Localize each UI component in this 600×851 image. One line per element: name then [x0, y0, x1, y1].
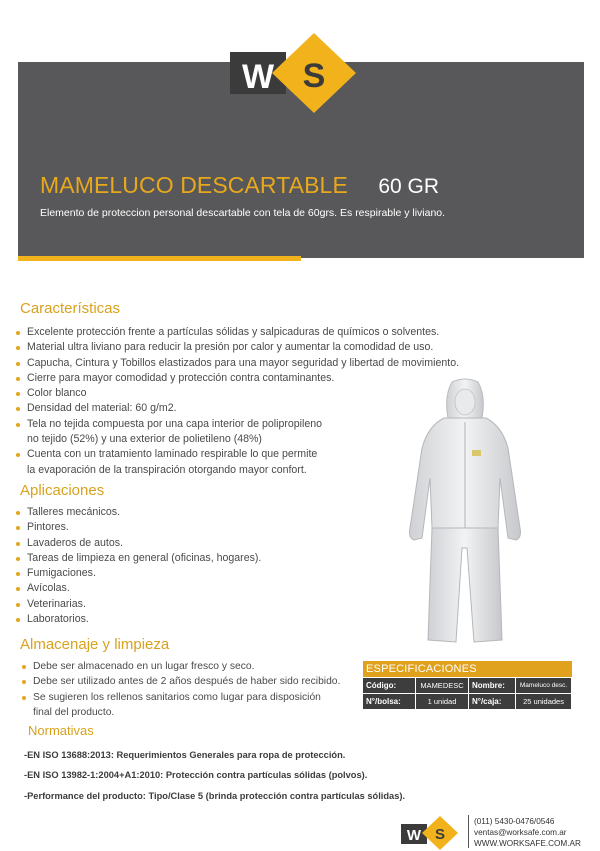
bullet-icon: [16, 526, 20, 530]
footer-contact: [474, 816, 581, 849]
bullet-icon: [16, 362, 20, 366]
codigo-value: MAMEDESC: [416, 678, 468, 693]
bullet-icon: [16, 453, 20, 457]
ws-logo-w: W: [241, 58, 275, 96]
spec-heading: ESPECIFICACIONES: [363, 661, 572, 677]
list-item: Material ultra liviano para reducir la presión por calor y aumentar la comodidad de uso.: [16, 340, 459, 355]
caracteristicas-list: [16, 325, 459, 478]
almacenaje-heading: Almacenaje y limpieza: [20, 636, 170, 653]
list-item: Laboratorios.: [16, 612, 261, 627]
bullet-icon: [22, 696, 26, 700]
caja-label: N°/caja:: [469, 694, 515, 709]
bullet-icon: [16, 331, 20, 335]
spec-row: [363, 694, 572, 709]
product-title-row: [40, 172, 560, 202]
spec-table: [363, 661, 572, 709]
list-item: Pintores.: [16, 520, 261, 535]
bullet-icon: [16, 557, 20, 561]
product-subtitle: Elemento de proteccion personal descartable con tela de 60grs. Es respirable y liviano.: [40, 207, 446, 219]
bullet-icon: [22, 665, 26, 669]
bullet-icon: [16, 392, 20, 396]
normativa-item: -EN ISO 13982-1:2004+A1:2010: Protección contra partículas sólidas (polvos).: [24, 770, 368, 780]
list-item: Fumigaciones.: [16, 566, 261, 581]
caracteristicas-heading: Características: [20, 300, 121, 317]
caja-value: 25 unidades: [516, 694, 571, 709]
list-item: Debe ser almacenado en un lugar fresco y seco.: [22, 659, 340, 674]
bullet-icon: [16, 423, 20, 427]
product-weight: 60 GR: [378, 175, 440, 198]
footer-logo-w: W: [406, 827, 422, 844]
normativa-item: -Performance del producto: Tipo/Clase 5 (brinda protección contra partículas sólidas).: [24, 791, 406, 801]
ws-logo: [228, 30, 364, 116]
list-item: Se sugieren los rellenos sanitarios como lugar para disposición final del producto.: [22, 690, 340, 721]
list-item: Avícolas.: [16, 581, 261, 596]
bolsa-value: 1 unidad: [416, 694, 468, 709]
product-title: MAMELUCO DESCARTABLE: [40, 172, 348, 198]
bullet-icon: [16, 587, 20, 591]
list-item: Veterinarias.: [16, 597, 261, 612]
list-item: Debe ser utilizado antes de 2 años después de haber sido recibido.: [22, 674, 340, 689]
normativa-item: -EN ISO 13688:2013: Requerimientos Generales para ropa de protección.: [24, 750, 346, 760]
bullet-icon: [16, 511, 20, 515]
coverall-photo: [404, 378, 526, 650]
footer-phone: (011) 5430-0476/0546: [474, 817, 555, 826]
bullet-icon: [22, 680, 26, 684]
almacenaje-list: [22, 659, 340, 720]
chest-badge: [472, 450, 481, 456]
list-item: Talleres mecánicos.: [16, 505, 261, 520]
list-item: Lavaderos de autos.: [16, 536, 261, 551]
bolsa-label: N°/bolsa:: [363, 694, 415, 709]
ws-logo-s: S: [302, 57, 326, 95]
list-item: Tela no tejida compuesta por una capa interior de polipropileno no tejido (52%) y una exterior de polietileno (48%): [16, 417, 459, 448]
bullet-icon: [16, 407, 20, 411]
codigo-label: Código:: [363, 678, 415, 693]
normativas-heading: Normativas: [28, 723, 94, 738]
aplicaciones-heading: Aplicaciones: [20, 482, 105, 499]
bullet-icon: [16, 603, 20, 607]
footer-email[interactable]: ventas@worksafe.com.ar: [474, 828, 567, 837]
list-item: Capucha, Cintura y Tobillos elastizados para una mayor seguridad y libertad de movimiento.: [16, 356, 459, 371]
list-item: Cierre para mayor comodidad y protección contra contaminantes.: [16, 371, 459, 386]
footer-logo-s: S: [434, 826, 446, 843]
list-item: Color blanco: [16, 386, 459, 401]
bullet-icon: [16, 542, 20, 546]
footer-ws-logo: [400, 815, 464, 851]
bullet-icon: [16, 572, 20, 576]
bullet-icon: [16, 346, 20, 350]
header-accent-bar: [18, 256, 301, 261]
aplicaciones-list: [16, 505, 261, 627]
nombre-label: Nombre:: [469, 678, 515, 693]
nombre-value: Mameluco desc.: [516, 678, 571, 693]
list-item: Densidad del material: 60 g/m2.: [16, 401, 459, 416]
list-item: Excelente protección frente a partículas sólidas y salpicaduras de químicos o solventes.: [16, 325, 459, 340]
list-item: Cuenta con un tratamiento laminado respirable lo que permite la evaporación de la transpiración otorgando mayor confort.: [16, 447, 459, 478]
spec-row: [363, 678, 572, 693]
list-item: Tareas de limpieza en general (oficinas, hogares).: [16, 551, 261, 566]
bullet-icon: [16, 377, 20, 381]
footer-website[interactable]: WWW.WORKSAFE.COM.AR: [474, 839, 581, 848]
bullet-icon: [16, 618, 20, 622]
footer-divider: [468, 815, 469, 848]
